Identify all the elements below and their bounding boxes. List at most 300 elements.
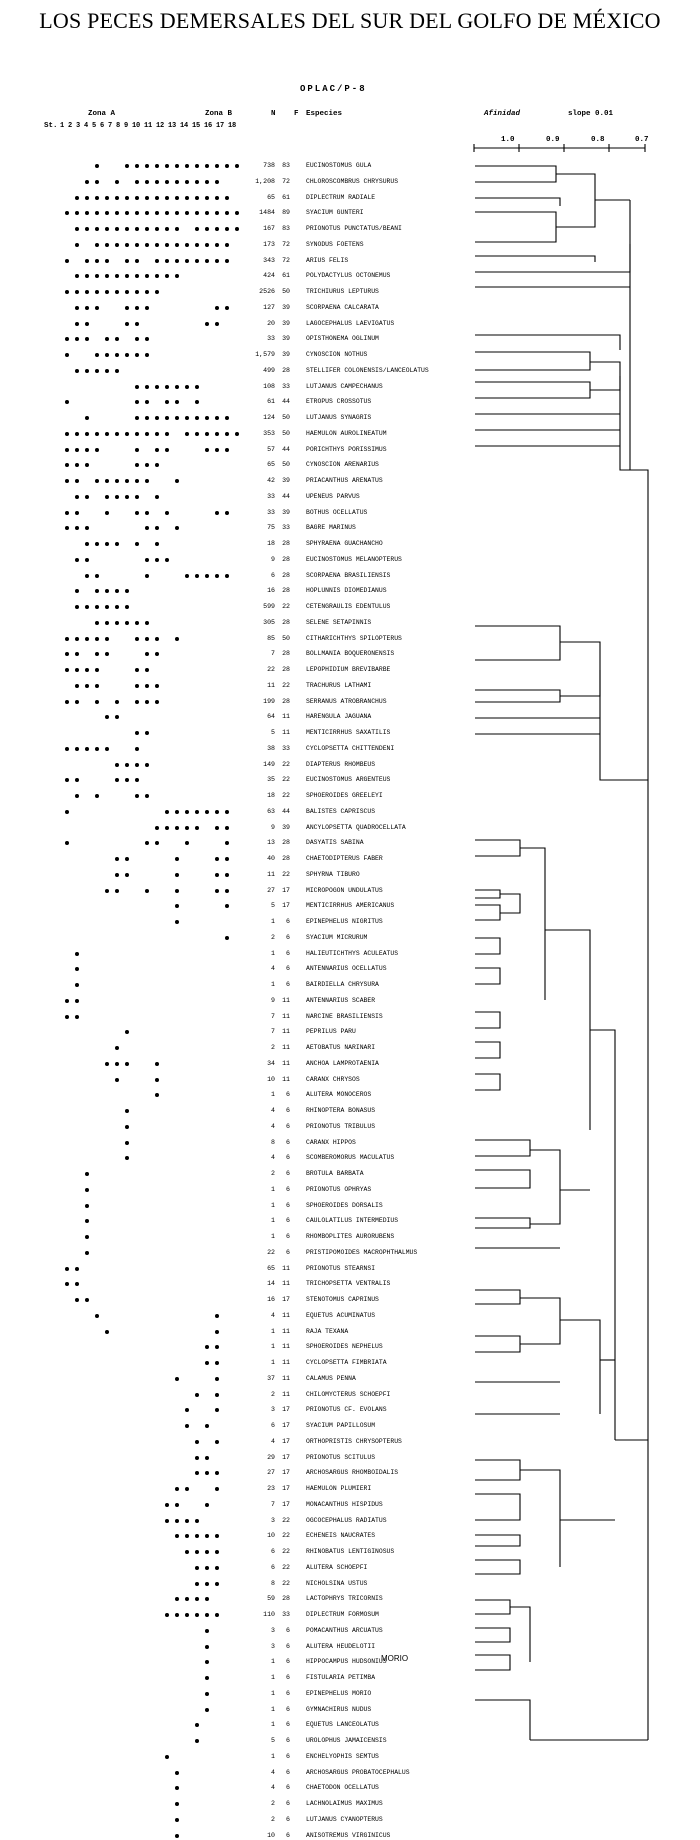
species-f-value: 22 [282, 681, 290, 689]
species-n-value: 18 [267, 540, 275, 547]
species-n-value: 4 [271, 1154, 275, 1162]
species-name: CHAETODIPTERUS FABER [306, 855, 383, 862]
species-f-value: 39 [282, 508, 290, 516]
species-n-value: 1 [271, 1327, 275, 1335]
species-n-value: 63 [267, 807, 275, 815]
species-name: DIPLECTRUM RADIALE [306, 193, 376, 201]
species-f-value: 11 [282, 1044, 290, 1051]
species-n-value: 75 [267, 524, 275, 532]
species-f-value: 22 [282, 870, 290, 878]
species-n-value: 499 [263, 366, 275, 374]
species-n-value: 14 [267, 1280, 275, 1288]
species-n-value: 7 [271, 1500, 275, 1508]
column-f-label: F [294, 110, 299, 118]
species-name: RHINOPTERA BONASUS [306, 1107, 376, 1114]
species-f-value: 6 [286, 965, 290, 973]
species-f-value: 28 [282, 618, 290, 626]
scale-tick-label: 0.8 [591, 136, 605, 144]
species-n-value: 9 [271, 823, 275, 831]
species-name: STENOTOMUS CAPRINUS [306, 1296, 379, 1303]
species-name: ALUTERA HEUDELOTII [306, 1642, 376, 1650]
species-n-value: 57 [267, 445, 275, 453]
dendrogram-branch [475, 335, 620, 350]
species-n-value: 29 [267, 1453, 275, 1461]
species-name: RAJA TEXANA [306, 1327, 349, 1335]
species-name: CITHARICHTHYS SPILOPTERUS [306, 634, 402, 642]
species-name: ANCYLOPSETTA QUADROCELLATA [306, 823, 406, 831]
dendrogram-branch [475, 1560, 520, 1574]
species-f-value: 72 [282, 240, 290, 248]
species-n-value: 4 [271, 965, 275, 973]
species-n-value: 1 [271, 1233, 275, 1240]
species-f-value: 22 [282, 1516, 290, 1524]
species-f-value: 22 [282, 776, 290, 784]
species-f-value: 6 [286, 1217, 290, 1225]
species-name: CALAMUS PENNA [306, 1374, 356, 1382]
species-f-value: 6 [286, 1737, 290, 1744]
species-name: ARCHOSARGUS PROBATOCEPHALUS [306, 1768, 410, 1776]
species-f-value: 17 [282, 1437, 290, 1445]
species-name: CARANX HIPPOS [306, 1138, 356, 1146]
species-name: PRIACANTHUS ARENATUS [306, 477, 383, 484]
species-name: SYACIUM MICRURUM [306, 933, 368, 941]
species-f-value: 22 [282, 1563, 290, 1571]
species-name: PRIONOTUS CF. EVOLANS [306, 1406, 387, 1414]
species-n-value: 10 [267, 1075, 275, 1083]
dendrogram-branch [630, 470, 648, 1740]
species-n-value: 11 [267, 870, 275, 878]
species-n-value: 1 [271, 918, 275, 925]
species-name: POLYDACTYLUS OCTONEMUS [306, 272, 391, 280]
species-name: DIPLECTRUM FORMOSUM [306, 1611, 379, 1618]
species-name: SPHYRAENA GUACHANCHO [306, 540, 383, 547]
species-f-value: 28 [282, 540, 290, 547]
dendrogram-branch [475, 626, 560, 660]
species-f-value: 39 [282, 303, 290, 311]
species-name: ANTENNARIUS SCABER [306, 996, 376, 1004]
species-name: EUCINOSTOMUS GULA [306, 162, 372, 169]
species-name: EQUETUS ACUMINATUS [306, 1311, 376, 1319]
station-label: St. [44, 122, 58, 130]
species-f-value: 39 [282, 351, 290, 358]
species-name: UROLOPHUS JAMAICENSIS [306, 1737, 387, 1744]
dendrogram-branch [590, 362, 620, 390]
species-f-value: 11 [282, 1059, 290, 1067]
species-f-value: 39 [282, 335, 290, 343]
species-f-value: 6 [286, 981, 290, 988]
species-f-value: 11 [282, 1374, 290, 1382]
species-n-value: 42 [267, 477, 275, 484]
species-n-value: 34 [267, 1059, 275, 1067]
species-f-value: 83 [282, 162, 290, 169]
species-f-value: 11 [282, 996, 290, 1004]
species-f-value: 11 [282, 1028, 290, 1036]
handwritten-note: MORIO [381, 1654, 409, 1663]
species-f-value: 50 [282, 414, 290, 421]
dendrogram-branch [475, 244, 630, 272]
species-name: CYNOSCION NOTHUS [306, 351, 368, 358]
species-n-value: 1 [271, 1343, 275, 1351]
species-n-value: 1,208 [255, 177, 275, 185]
dendrogram-branch [560, 642, 600, 696]
species-name: ANTENNARIUS OCELLATUS [306, 965, 387, 973]
species-f-value: 17 [282, 1406, 290, 1414]
species-f-value: 39 [282, 477, 290, 484]
species-f-value: 39 [282, 823, 290, 831]
species-name: EPINEPHELUS NIGRITUS [306, 918, 383, 925]
species-name: BOTHUS OCELLATUS [306, 508, 368, 516]
species-n-value: 1 [271, 1658, 275, 1666]
dendrogram-branch [475, 890, 500, 898]
species-n-value: 27 [267, 886, 275, 894]
species-name: MONACANTHUS HISPIDUS [306, 1500, 383, 1508]
species-name: STELLIFER COLONENSIS/LANCEOLATUS [306, 366, 429, 374]
species-n-value: 22 [267, 1248, 275, 1256]
species-f-value: 33 [282, 744, 290, 752]
species-f-value: 6 [286, 1768, 290, 1776]
species-n-value: 9 [271, 555, 275, 563]
dendrogram-branch [475, 1170, 530, 1188]
species-n-value: 7 [271, 650, 275, 658]
dendrogram-branch [475, 938, 500, 954]
species-n-value: 9 [271, 996, 275, 1004]
dendrogram-branch [475, 1336, 520, 1352]
species-f-value: 61 [282, 193, 290, 201]
species-name: EUCINOSTOMUS MELANOPTERUS [306, 555, 402, 563]
species-f-value: 22 [282, 1532, 290, 1540]
species-n-value: 33 [267, 508, 275, 516]
species-n-value: 1,579 [255, 351, 275, 358]
species-name: HALIEUTICHTHYS ACULEATUS [306, 949, 399, 957]
species-f-value: 6 [286, 1784, 290, 1792]
species-f-value: 17 [282, 1422, 290, 1429]
species-name: PORICHTHYS PORISSIMUS [306, 445, 387, 453]
species-f-value: 44 [282, 445, 290, 453]
species-name: LACHNOLAIMUS MAXIMUS [306, 1800, 383, 1807]
species-name: SERRANUS ATROBRANCHUS [306, 697, 387, 705]
species-f-value: 11 [282, 713, 290, 721]
species-n-value: 6 [271, 1548, 275, 1555]
species-f-value: 11 [282, 1359, 290, 1366]
species-name: SPHYRNA TIBURO [306, 870, 360, 878]
species-name: BAIRDIELLA CHRYSURA [306, 981, 379, 988]
dendrogram-branch [475, 1494, 520, 1520]
species-f-value: 28 [282, 666, 290, 673]
species-n-value: 33 [267, 335, 275, 343]
species-n-value: 22 [267, 666, 275, 673]
dendrogram-branch [475, 166, 556, 182]
species-f-value: 28 [282, 587, 290, 595]
species-name: PRIONOTUS OPHRYAS [306, 1185, 372, 1193]
species-name: CAULOLATILUS INTERMEDIUS [306, 1217, 399, 1225]
dendrogram-branch [475, 968, 500, 984]
species-n-value: 27 [267, 1469, 275, 1477]
species-name: PRIONOTUS SCITULUS [306, 1453, 376, 1461]
species-f-value: 11 [282, 1280, 290, 1288]
species-name: POMACANTHUS ARCUATUS [306, 1626, 383, 1634]
species-n-value: 65 [267, 193, 275, 201]
species-name: CYCLOPSETTA CHITTENDENI [306, 744, 395, 752]
species-n-value: 124 [263, 414, 275, 421]
species-name: CHLOROSCOMBRUS CHRYSURUS [306, 177, 399, 185]
column-species-label: Especies [306, 110, 343, 118]
species-f-value: 6 [286, 1138, 290, 1146]
species-name: CYNOSCION ARENARIUS [306, 461, 379, 469]
species-f-value: 6 [286, 918, 290, 925]
figure-code: OPLAC/P-8 [300, 84, 367, 94]
species-n-value: 35 [267, 776, 275, 784]
species-name: EQUETUS LANCEOLATUS [306, 1721, 379, 1729]
species-name: MENTICIRRHUS AMERICANUS [306, 902, 395, 910]
species-f-value: 6 [286, 933, 290, 941]
species-n-value: 1 [271, 1185, 275, 1193]
species-n-value: 10 [267, 1532, 275, 1540]
dendrogram-branch [475, 382, 590, 398]
species-f-value: 28 [282, 697, 290, 705]
page-title: LOS PECES DEMERSALES DEL SUR DEL GOLFO DE MÉXICO [39, 8, 661, 33]
zona-a-label: Zona A [88, 110, 116, 118]
species-n-value: 65 [267, 1264, 275, 1272]
species-f-value: 6 [286, 1815, 290, 1823]
species-f-value: 50 [282, 429, 290, 437]
species-name: RHOMBOPLITES AURORUBENS [306, 1233, 395, 1240]
species-n-value: 7 [271, 1028, 275, 1036]
species-name: TRACHURUS LATHAMI [306, 681, 372, 689]
dendrogram-branch [475, 1042, 500, 1058]
species-n-value: 4 [271, 1784, 275, 1792]
dendrogram-branch [520, 848, 545, 1000]
column-n-label: N [271, 110, 276, 118]
species-n-value: 8 [271, 1579, 275, 1587]
species-name: ARIUS FELIS [306, 256, 349, 264]
species-n-value: 16 [267, 1296, 275, 1303]
species-name: TRICHIURUS LEPTURUS [306, 288, 379, 295]
species-n-value: 61 [267, 398, 275, 406]
species-f-value: 39 [282, 319, 290, 327]
species-n-value: 4 [271, 1437, 275, 1445]
species-f-value: 6 [286, 949, 290, 957]
species-f-value: 28 [282, 555, 290, 563]
dendrogram-branch [600, 670, 648, 780]
species-f-value: 72 [282, 256, 290, 264]
species-name: MICROPOGON UNDULATUS [306, 886, 383, 894]
species-n-value: 6 [271, 1422, 275, 1429]
species-name: SYACIUM GUNTERI [306, 209, 364, 217]
dendrogram-branch [475, 1290, 520, 1304]
species-name: SCORPAENA BRASILIENSIS [306, 571, 391, 579]
species-f-value: 17 [282, 1296, 290, 1303]
species-name: HIPPOCAMPUS HUDSONIUS [306, 1658, 387, 1666]
species-f-value: 44 [282, 398, 290, 406]
dendrogram-branch [475, 1655, 510, 1670]
species-name: HAEMULON PLUMIERI [306, 1485, 372, 1492]
species-n-value: 13 [267, 839, 275, 847]
species-f-value: 33 [282, 382, 290, 390]
species-name: PEPRILUS PARU [306, 1028, 356, 1036]
species-f-value: 6 [286, 1201, 290, 1209]
species-n-value: 65 [267, 461, 275, 469]
species-name: ALUTERA SCHOEPFI [306, 1563, 368, 1571]
species-f-value: 22 [282, 603, 290, 610]
species-f-value: 11 [282, 1311, 290, 1319]
species-n-value: 343 [263, 256, 275, 264]
species-f-value: 11 [282, 1264, 290, 1272]
species-name: RHINOBATUS LENTIGINOSUS [306, 1548, 395, 1555]
species-name: NARCINE BRASILIENSIS [306, 1012, 383, 1020]
species-name: GYMNACHIRUS NUDUS [306, 1705, 372, 1713]
species-n-value: 110 [263, 1611, 275, 1618]
species-name: ETROPUS CROSSOTUS [306, 398, 372, 406]
species-n-value: 64 [267, 713, 275, 721]
species-n-value: 3 [271, 1626, 275, 1634]
species-f-value: 6 [286, 1721, 290, 1729]
species-f-value: 6 [286, 1122, 290, 1130]
species-f-value: 6 [286, 1248, 290, 1256]
species-name: SYNODUS FOETENS [306, 240, 364, 248]
species-n-value: 10 [267, 1831, 275, 1839]
species-name: BROTULA BARBATA [306, 1170, 364, 1177]
species-n-value: 2 [271, 1815, 275, 1823]
species-name: OPISTHONEMA OGLINUM [306, 335, 379, 343]
species-n-value: 3 [271, 1642, 275, 1650]
dendrogram-branch [475, 1012, 500, 1028]
species-n-value: 5 [271, 1737, 275, 1744]
species-n-value: 6 [271, 571, 275, 579]
species-n-value: 16 [267, 587, 275, 595]
species-name: LEPOPHIDIUM BREVIBARBE [306, 666, 391, 673]
species-n-value: 18 [267, 792, 275, 799]
species-f-value: 22 [282, 1548, 290, 1555]
species-name: NICHOLSINA USTUS [306, 1579, 368, 1587]
species-n-value: 33 [267, 492, 275, 500]
species-n-value: 2 [271, 1390, 275, 1398]
species-name: EPINEPHELUS MORIO [306, 1689, 372, 1697]
species-f-value: 33 [282, 524, 290, 532]
species-n-value: 8 [271, 1138, 275, 1146]
species-name: DASYATIS SABINA [306, 839, 364, 847]
species-f-value: 6 [286, 1091, 290, 1099]
species-f-value: 28 [282, 366, 290, 374]
species-name: ANISOTREMUS VIRGINICUS [306, 1831, 391, 1839]
species-name: CHILOMYCTERUS SCHOEPFI [306, 1390, 391, 1398]
presence-dot [175, 1834, 179, 1838]
presence-dot [175, 1818, 179, 1822]
species-n-value: 2526 [259, 288, 275, 295]
species-n-value: 2 [271, 1800, 275, 1807]
species-n-value: 1 [271, 949, 275, 957]
species-n-value: 167 [263, 225, 275, 232]
species-n-value: 353 [263, 429, 275, 437]
species-n-value: 1 [271, 1674, 275, 1681]
dendrogram-branch [475, 1535, 520, 1546]
species-f-value: 28 [282, 839, 290, 847]
species-name: PRIONOTUS STEARNSI [306, 1264, 376, 1272]
species-f-value: 22 [282, 1579, 290, 1587]
species-n-value: 1 [271, 1201, 275, 1209]
station-numbers: 1 2 3 4 5 6 7 8 9 10 11 12 13 14 15 16 17 18 [60, 122, 237, 130]
species-n-value: 6 [271, 1563, 275, 1571]
species-f-value: 44 [282, 492, 290, 500]
species-name: UPENEUS PARVUS [306, 492, 360, 500]
species-n-value: 1 [271, 1689, 275, 1697]
dendrogram-branch [475, 1218, 530, 1228]
species-n-value: 2 [271, 933, 275, 941]
dendrogram-branch [475, 1460, 520, 1480]
dendrogram-branch [590, 1030, 615, 1440]
zona-b-label: Zona B [205, 110, 233, 118]
species-n-value: 149 [263, 760, 275, 768]
species-name: CETENGRAULIS EDENTULUS [306, 603, 391, 610]
species-name: LUTJANUS CAMPECHANUS [306, 382, 383, 390]
species-n-value: 2 [271, 1044, 275, 1051]
dendrogram-branch [475, 198, 560, 206]
species-f-value: 6 [286, 1831, 290, 1839]
species-name: EUCINOSTOMUS ARGENTEUS [306, 776, 391, 784]
species-n-value: 5 [271, 729, 275, 736]
species-f-value: 17 [282, 902, 290, 910]
species-f-value: 11 [282, 1075, 290, 1083]
species-f-value: 6 [286, 1800, 290, 1807]
species-n-value: 37 [267, 1374, 275, 1382]
species-name: PRIONOTUS PUNCTATUS/BEANI [306, 225, 402, 232]
species-n-value: 59 [267, 1595, 275, 1603]
species-n-value: 1 [271, 1359, 275, 1366]
dendrogram-branch [530, 1150, 560, 1224]
scale-tick-label: 0.9 [546, 136, 560, 144]
species-name: HOPLUNNIS DIOMEDIANUS [306, 587, 387, 595]
species-n-value: 599 [263, 603, 275, 610]
species-name: MENTICIRRHUS SAXATILIS [306, 729, 391, 736]
species-name: PRIONOTUS TRIBULUS [306, 1122, 376, 1130]
dendrogram-branch [475, 1600, 510, 1614]
species-name: BAGRE MARINUS [306, 524, 356, 532]
species-n-value: 108 [263, 382, 275, 390]
dendrogram-branch [520, 1298, 560, 1344]
species-name: HARENGULA JAGUANA [306, 713, 372, 721]
dendrogram-branch [475, 690, 560, 702]
species-n-value: 173 [263, 240, 275, 248]
species-f-value: 50 [282, 288, 290, 295]
scale-tick-label: 1.0 [501, 136, 515, 144]
dendrogram-branch [545, 930, 590, 1130]
species-f-value: 11 [282, 1012, 290, 1020]
species-f-value: 6 [286, 1689, 290, 1697]
dendrogram-branch [510, 1607, 530, 1662]
dendrogram-branch [475, 1074, 500, 1090]
species-n-value: 3 [271, 1516, 275, 1524]
species-f-value: 11 [282, 1327, 290, 1335]
species-name: CYCLOPSETTA FIMBRIATA [306, 1359, 387, 1366]
affinity-label: Afinidad [484, 110, 521, 118]
species-name: AETOBATUS NARINARI [306, 1044, 376, 1051]
species-name: BOLLMANIA BOQUERONENSIS [306, 650, 395, 658]
species-f-value: 17 [282, 1469, 290, 1477]
species-name: CHAETODON OCELLATUS [306, 1784, 379, 1792]
species-n-value: 1 [271, 1705, 275, 1713]
species-n-value: 4 [271, 1107, 275, 1114]
species-n-value: 4 [271, 1768, 275, 1776]
species-f-value: 6 [286, 1626, 290, 1634]
species-name: ALUTERA MONOCEROS [306, 1091, 372, 1099]
species-name: PRISTIPOMOIDES MACROPHTHALMUS [306, 1248, 418, 1256]
species-f-value: 50 [282, 461, 290, 469]
species-n-value: 738 [263, 162, 275, 169]
species-n-value: 4 [271, 1122, 275, 1130]
species-f-value: 11 [282, 729, 290, 736]
species-f-value: 28 [282, 650, 290, 658]
species-n-value: 7 [271, 1012, 275, 1020]
species-f-value: 6 [286, 1233, 290, 1240]
